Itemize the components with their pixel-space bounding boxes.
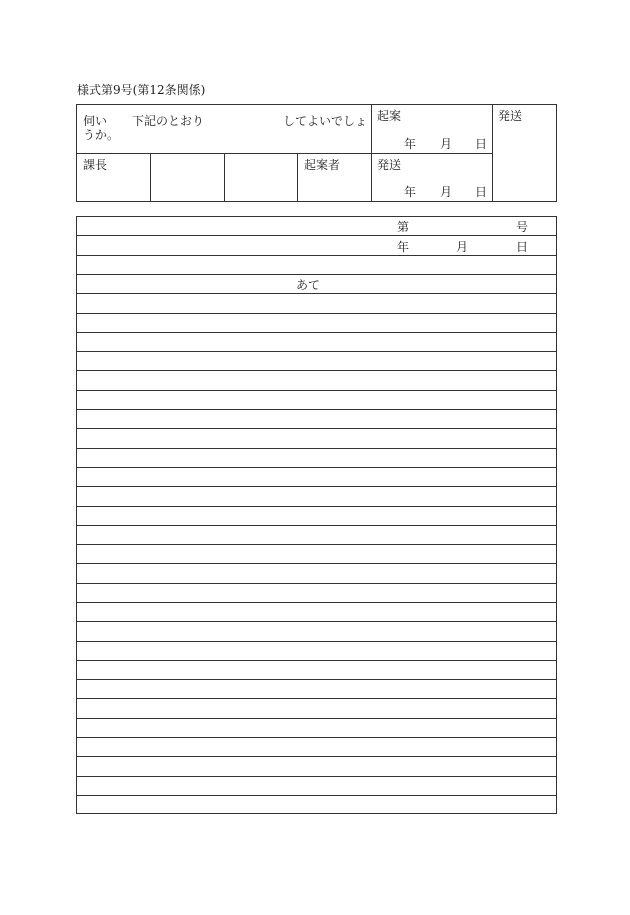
approval-table-col-divider <box>150 153 151 202</box>
ruled-line <box>76 737 557 738</box>
inquiry-label: 伺い <box>83 114 108 128</box>
ruled-line <box>76 660 557 661</box>
ruled-line <box>76 293 557 294</box>
ruled-line <box>76 467 557 468</box>
ruled-line <box>76 390 557 391</box>
ruled-line <box>76 756 557 757</box>
draft-month-label: 月 <box>440 137 453 151</box>
approval-table-col-divider <box>297 153 298 202</box>
ruled-line <box>76 776 557 777</box>
draft-day-label: 日 <box>475 137 488 151</box>
ruled-line <box>76 235 557 236</box>
ruled-line <box>76 544 557 545</box>
document-body <box>76 216 557 814</box>
dispatch-year-label: 年 <box>404 185 417 199</box>
ruled-line <box>76 448 557 449</box>
ruled-line <box>76 506 557 507</box>
approval-table-row-divider <box>76 153 493 154</box>
document-year-label: 年 <box>397 240 410 254</box>
ruled-line <box>76 313 557 314</box>
ruled-line <box>76 602 557 603</box>
document-day-label: 日 <box>516 240 529 254</box>
ruled-line <box>76 428 557 429</box>
section-chief-label: 課長 <box>83 158 108 172</box>
ruled-line <box>76 255 557 256</box>
ruled-line <box>76 718 557 719</box>
form-title: 様式第9号(第12条関係) <box>77 83 206 97</box>
approval-table-col-divider <box>224 153 225 202</box>
draft-label: 起案 <box>377 109 402 123</box>
inquiry-text: してよいでしょ <box>283 114 368 128</box>
document-number-prefix: 第 <box>397 220 410 234</box>
ruled-line <box>76 409 557 410</box>
ruled-line <box>76 525 557 526</box>
approval-table-col-divider <box>371 104 372 202</box>
ruled-line <box>76 679 557 680</box>
drafter-label: 起案者 <box>304 158 341 172</box>
ruled-line <box>76 332 557 333</box>
ruled-line <box>76 641 557 642</box>
ruled-line <box>76 370 557 371</box>
addressee-label: あて <box>296 278 321 292</box>
ruled-line <box>76 351 557 352</box>
ruled-line <box>76 795 557 796</box>
document-number-suffix: 号 <box>516 220 529 234</box>
dispatch-label-right: 発送 <box>498 109 523 123</box>
dispatch-day-label: 日 <box>475 185 488 199</box>
dispatch-label: 発送 <box>377 158 402 172</box>
inquiry-text: 下記のとおり <box>132 114 205 128</box>
ruled-line <box>76 563 557 564</box>
approval-table-col-divider <box>492 104 493 202</box>
ruled-line <box>76 698 557 699</box>
ruled-line <box>76 583 557 584</box>
ruled-line <box>76 621 557 622</box>
dispatch-month-label: 月 <box>440 185 453 199</box>
ruled-line <box>76 274 557 275</box>
ruled-line <box>76 486 557 487</box>
inquiry-text: うか。 <box>83 128 120 142</box>
draft-year-label: 年 <box>404 137 417 151</box>
document-month-label: 月 <box>456 240 469 254</box>
